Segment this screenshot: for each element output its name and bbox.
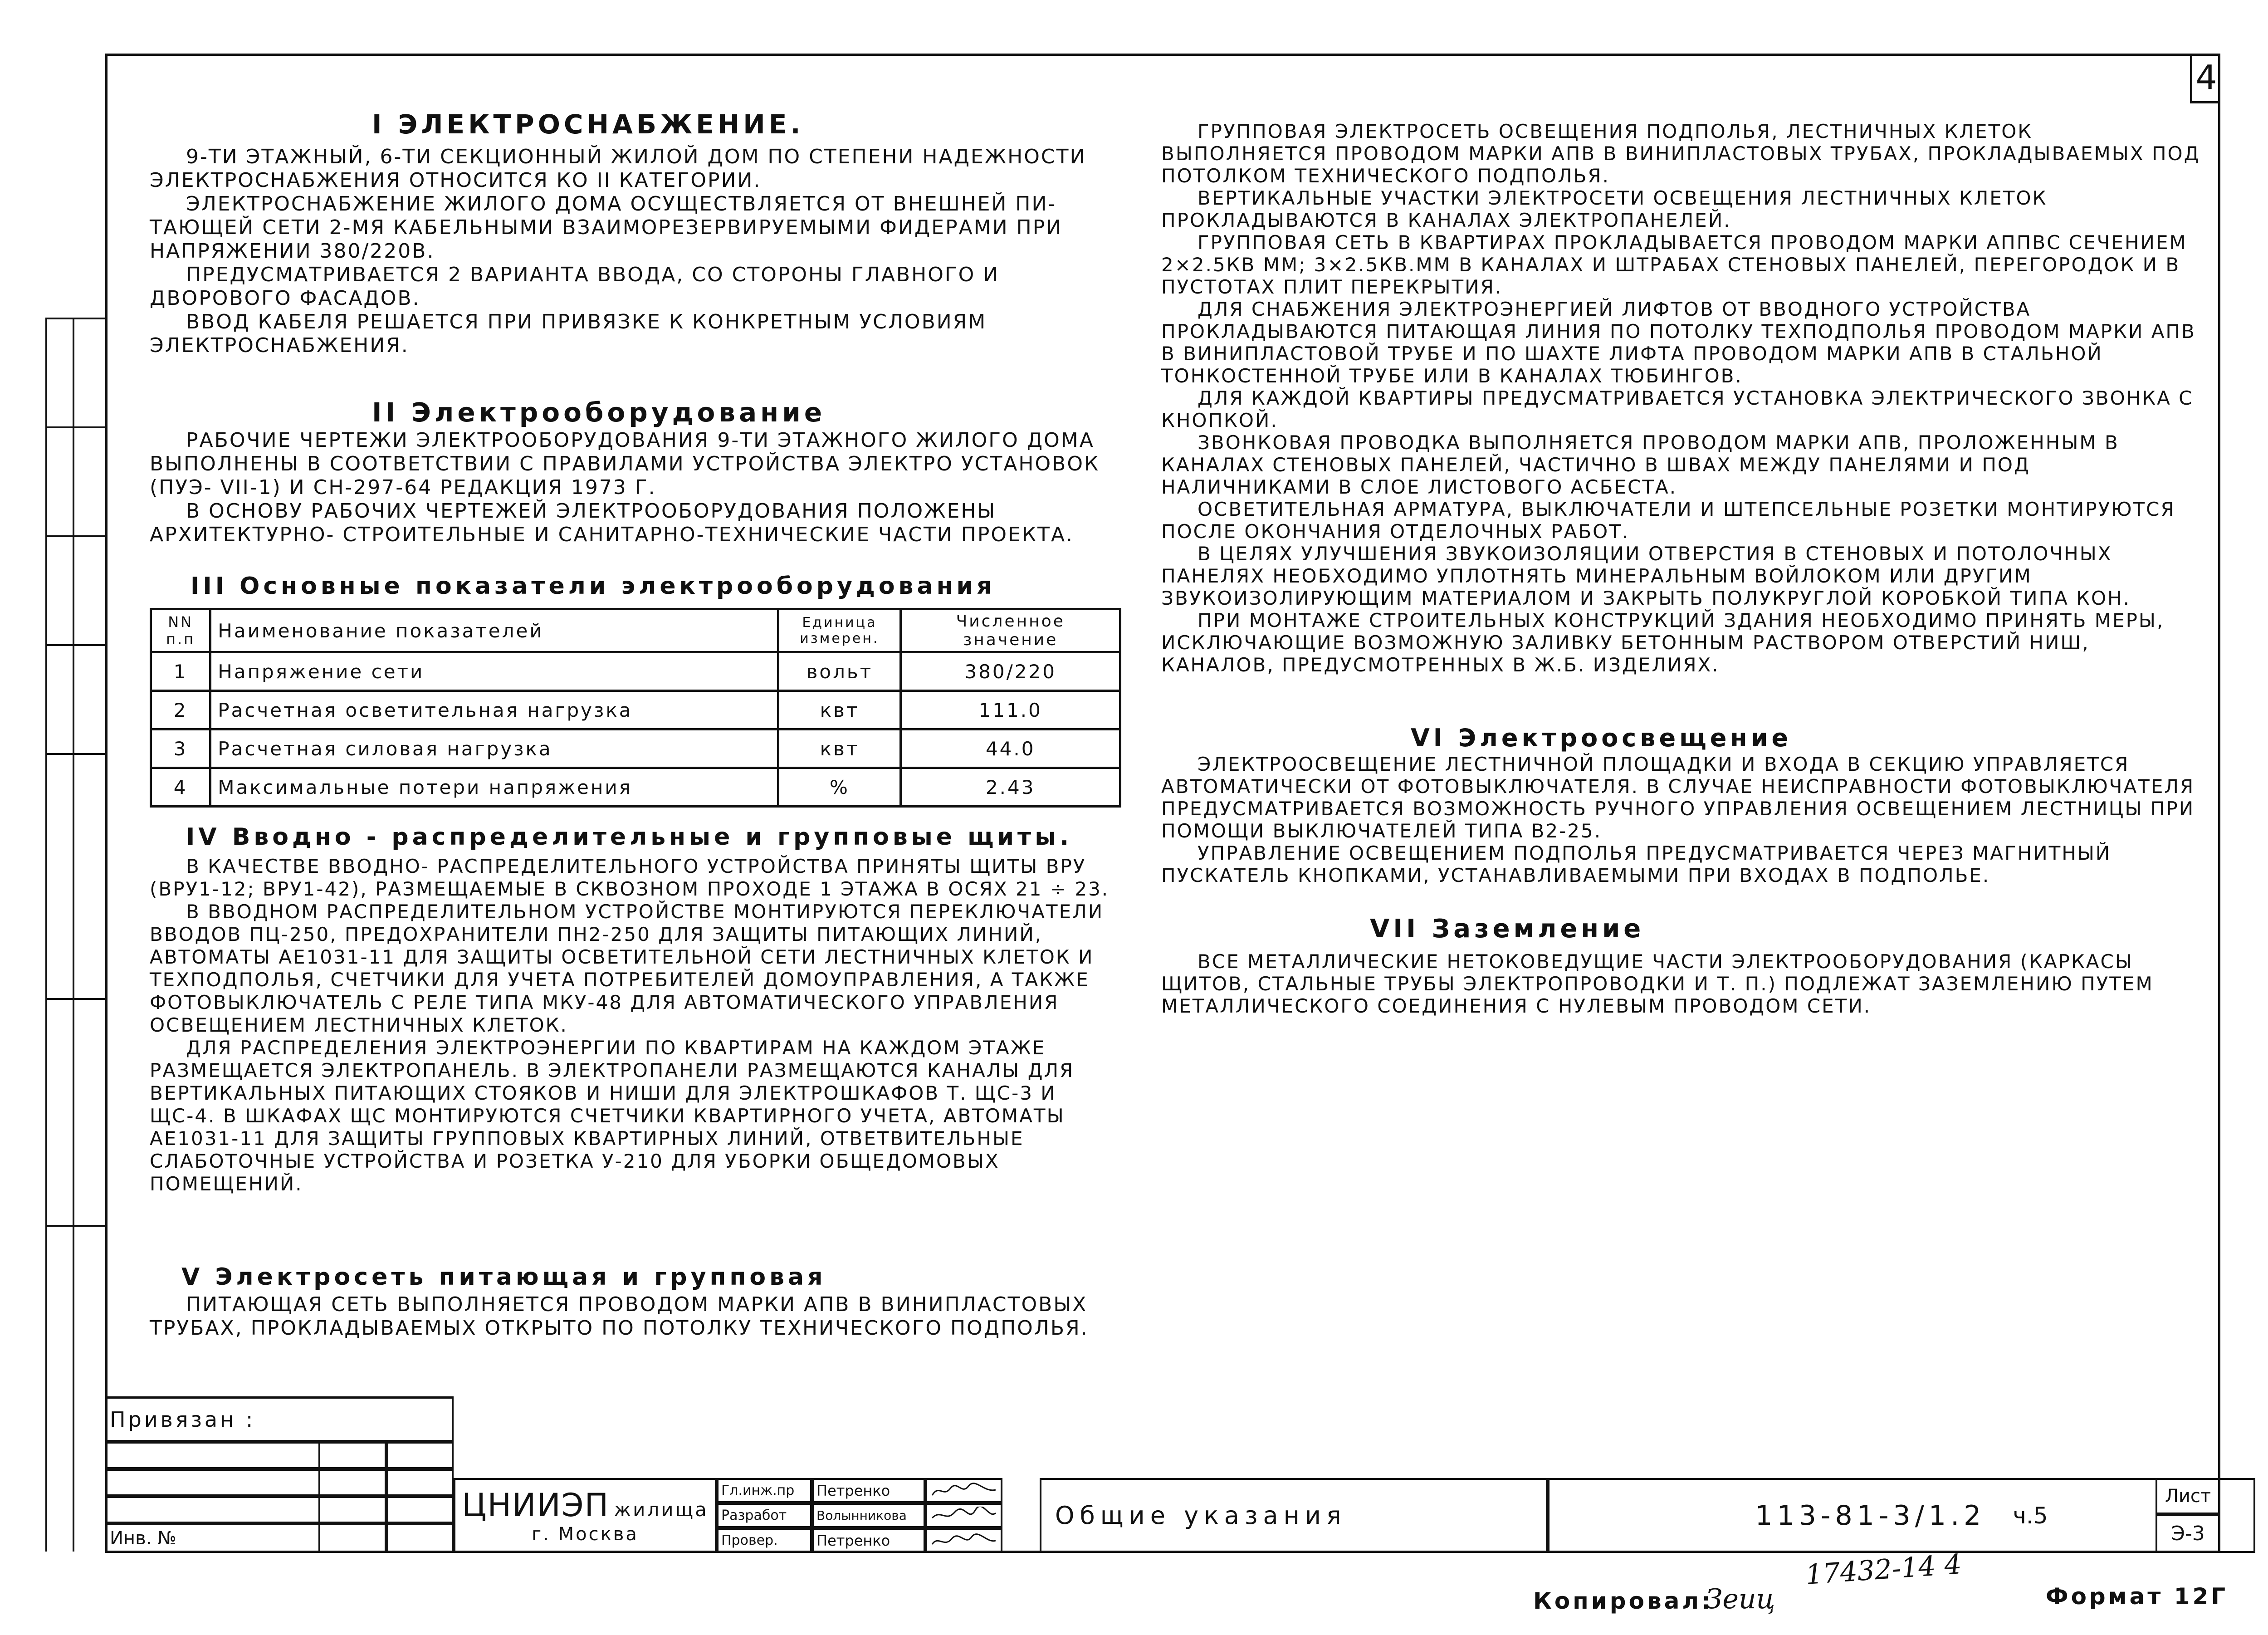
paragraph: В КАЧЕСТВЕ ВВОДНО- РАСПРЕДЕЛИТЕЛЬНОГО УСТРОЙСТВА ПРИНЯТЫ ЩИТЫ ВРУ (ВРУ1-12; ВРУ1-42), РАЗМЕЩАЕМЫЕ В СКВОЗНОМ ПРОХОДЕ 1 ЭТАЖА В ОСЯХ 21 ÷ 23.: [150, 855, 1110, 900]
org-line: [462, 1487, 709, 1524]
sheet-label: Лист: [2156, 1478, 2220, 1514]
cell-name: Напряжение сети: [210, 652, 778, 691]
section1-text: [150, 145, 1129, 357]
sidebar-border: [45, 318, 47, 1552]
sidebar-rule: [45, 998, 105, 1000]
org-suffix: жилища: [614, 1498, 709, 1521]
col-header-name: Наименование показателей: [210, 609, 778, 652]
cell-value: 111.0: [901, 691, 1120, 729]
paragraph: ДЛЯ СНАБЖЕНИЯ ЭЛЕКТРОЭНЕРГИЕЙ ЛИФТОВ ОТ ВВОДНОГО УСТРОЙСТВА ПРОКЛАДЫВАЮТСЯ ПИТАЮЩАЯ ЛИНИЯ ПО ПОТОЛКУ ТЕХПОДПОЛЬЯ ПРОВОДОМ МАРКИ АПВ В ВИНИПЛАСТОВОЙ ТРУБЕ И ПО ШАХТЕ ЛИФТА ПРОВОДОМ МАРКИ АПВ В СТАЛЬНОЙ ТОНКОСТЕННОЙ ТРУБЕ ИЛИ В КАНАЛАХ ТЮБИНГОВ.: [1161, 298, 2196, 387]
section7-heading: VII Заземление: [1370, 914, 1645, 944]
cell-name: Максимальные потери напряжения: [210, 768, 778, 807]
copied-signature: Зеиц: [1706, 1583, 1775, 1615]
format-label: Формат 12Г: [2046, 1583, 2229, 1610]
paragraph: ОСВЕТИТЕЛЬНАЯ АРМАТУРА, ВЫКЛЮЧАТЕЛИ И ШТЕПСЕЛЬНЫЕ РОЗЕТКИ МОНТИРУЮТСЯ ПОСЛЕ ОКОНЧАНИЯ ОТДЕЛОЧНЫХ РАБОТ.: [1161, 498, 2175, 543]
section7-text: [1161, 950, 2204, 1017]
section4-text: [150, 855, 1129, 1195]
paragraph: ВВОД КАБЕЛЯ РЕШАЕТСЯ ПРИ ПРИВЯЗКЕ К КОНКРЕТНЫМ УСЛОВИЯМ ЭЛЕКТРОСНАБЖЕНИЯ.: [150, 310, 987, 357]
section4-heading: IV Вводно - распределительные и групповые щиты.: [186, 823, 1072, 851]
role-developer: Разработ: [717, 1503, 812, 1528]
section1-heading: I ЭЛЕКТРОСНАБЖЕНИЕ.: [372, 109, 804, 140]
signature-icon: [930, 1507, 998, 1525]
sidebar-rule: [45, 318, 105, 319]
document-title: Общие указания: [1040, 1478, 1548, 1553]
sidebar-divider: [73, 318, 74, 1552]
organization-cell: [454, 1478, 717, 1553]
document-code-cell: [1548, 1478, 2255, 1553]
section6-text: [1161, 753, 2204, 886]
indicators-table: [150, 608, 1121, 808]
role-chief-engineer: Гл.инж.пр: [717, 1478, 812, 1503]
copied-label: Копировал:: [1533, 1588, 1713, 1614]
paragraph: ДЛЯ РАСПРЕДЕЛЕНИЯ ЭЛЕКТРОЭНЕРГИИ ПО КВАРТИРАМ НА КАЖДОМ ЭТАЖЕ РАЗМЕЩАЕТСЯ ЭЛЕКТРОПАНЕЛЬ. В ЭЛЕКТРОПАНЕЛИ РАЗМЕЩАЮТСЯ КАНАЛЫ ДЛЯ ВЕРТИКАЛЬНЫХ ПИТАЮЩИХ СТОЯКОВ И НИШИ ДЛЯ ЭЛЕКТРОШКАФОВ Т. ЩС-3 И ЩС-4. В ШКАФАХ ЩС МОНТИРУЮТСЯ СЧЕТЧИКИ КВАРТИРНОГО УЧЕТА, АВТОМАТЫ АЕ1031-11 ДЛЯ ЗАЩИТЫ ГРУППОВЫХ КВАРТИРНЫХ ЛИНИЙ, ОТВЕТВИТЕЛЬНЫЕ СЛАБОТОЧНЫЕ УСТРОЙСТВА И РОЗЕТКА У-210 ДЛЯ УБОРКИ ОБЩЕДОМОВЫХ ПОМЕЩЕНИЙ.: [150, 1037, 1075, 1195]
paragraph: ВЕРТИКАЛЬНЫЕ УЧАСТКИ ЭЛЕКТРОСЕТИ ОСВЕЩЕНИЯ ЛЕСТНИЧНЫХ КЛЕТОК ПРОКЛАДЫВАЮТСЯ В КАНАЛАХ ЭЛЕКТРОПАНЕЛЕЙ.: [1161, 187, 2048, 231]
paragraph: ГРУППОВАЯ СЕТЬ В КВАРТИРАХ ПРОКЛАДЫВАЕТСЯ ПРОВОДОМ МАРКИ АППВС СЕЧЕНИЕМ 2×2.5КВ ММ; 3×2.5КВ.ММ В КАНАЛАХ И ШТРАБАХ СТЕНОВЫХ ПАНЕЛЕЙ, ПЕРЕГОРОДОК И В ПУСТОТАХ ПЛИТ ПЕРЕКРЫТИЯ.: [1161, 231, 2187, 298]
col-header-number: NN п.п: [151, 609, 210, 652]
col-header-unit: Единица измерен.: [778, 609, 901, 652]
cell-unit: вольт: [778, 652, 901, 691]
sidebar-rule: [45, 644, 105, 646]
signature-icon: [930, 1482, 998, 1500]
signature-icon: [930, 1532, 998, 1550]
cell-number: 2: [151, 691, 210, 729]
table-row: [151, 729, 1120, 768]
paragraph: ГРУППОВАЯ ЭЛЕКТРОСЕТЬ ОСВЕЩЕНИЯ ПОДПОЛЬЯ, ЛЕСТНИЧНЫХ КЛЕТОК ВЫПОЛНЯЕТСЯ ПРОВОДОМ МАРКИ АПВ В ВИНИПЛАСТОВЫХ ТРУБАХ, ПРОКЛАДЫВАЕМЫХ ПОД ПОТОЛКОМ ТЕХНИЧЕСКОГО ПОДПОЛЬЯ.: [1161, 120, 2200, 187]
paragraph: РАБОЧИЕ ЧЕРТЕЖИ ЭЛЕКТРООБОРУДОВАНИЯ 9-ТИ ЭТАЖНОГО ЖИЛОГО ДОМА ВЫПОЛНЕНЫ В СООТВЕТСТВИИ С ПРАВИЛАМИ УСТРОЙСТВА ЭЛЕКТРО УСТАНОВОК (ПУЭ- VII-1) И СН-297-64 РЕДАКЦИЯ 1973 Г.: [150, 429, 1100, 499]
org-name: ЦНИИЭП: [462, 1486, 610, 1524]
paragraph: В ВВОДНОМ РАСПРЕДЕЛИТЕЛЬНОМ УСТРОЙСТВЕ МОНТИРУЮТСЯ ПЕРЕКЛЮЧАТЕЛИ ВВОДОВ ПЦ-250, ПРЕДОХРАНИТЕЛИ ПН2-250 ДЛЯ ЗАЩИТЫ ПИТАЮЩИХ ЛИНИЙ, АВТОМАТЫ АЕ1031-11 ДЛЯ ЗАЩИТЫ ОСВЕТИТЕЛЬНОЙ СЕТИ ЛЕСТНИЧНЫХ КЛЕТОК И ТЕХПОДПОЛЬЯ, СЧЕТЧИКИ ДЛЯ УЧЕТА ПОТРЕБИТЕЛЕЙ ДОМОУПРАВЛЕНИЯ, А ТАКЖЕ ФОТОВЫКЛЮЧАТЕЛЬ С РЕЛЕ ТИПА МКУ-48 ДЛЯ АВТОМАТИЧЕСКОГО УПРАВЛЕНИЯ ОСВЕЩЕНИЕМ ЛЕСТНИЧНЫХ КЛЕТОК.: [150, 901, 1104, 1036]
section6-heading: VI Электроосвещение: [1411, 724, 1792, 752]
paragraph: ПРЕДУСМАТРИВАЕТСЯ 2 ВАРИАНТА ВВОДА, СО СТОРОНЫ ГЛАВНОГО И ДВОРОВОГО ФАСАДОВ.: [150, 263, 1000, 310]
cell-value: 44.0: [901, 729, 1120, 768]
page-number: 4: [2190, 54, 2220, 103]
cell-name: Расчетная силовая нагрузка: [210, 729, 778, 768]
signature-cell: [925, 1478, 1002, 1503]
sheet-value: Э-3: [2156, 1514, 2220, 1553]
signature-cell: [925, 1528, 1002, 1553]
sidebar-rule: [45, 1225, 105, 1227]
document-code: 113-81-3/1.2: [1755, 1499, 1986, 1532]
table-row: [151, 768, 1120, 807]
cell-value: 380/220: [901, 652, 1120, 691]
cell-number: 1: [151, 652, 210, 691]
paragraph: ЭЛЕКТРООСВЕЩЕНИЕ ЛЕСТНИЧНОЙ ПЛОЩАДКИ И ВХОДА В СЕКЦИЮ УПРАВЛЯЕТСЯ АВТОМАТИЧЕСКИ ОТ ФОТОВЫКЛЮЧАТЕЛЯ. В СЛУЧАЕ НЕИСПРАВНОСТИ ФОТОВЫКЛЮЧАТЕЛЯ ПРЕДУСМАТРИВАЕТСЯ ВОЗМОЖНОСТЬ РУЧНОГО УПРАВЛЕНИЯ ОСВЕЩЕНИЕМ ЛЕСТНИЦЫ ПРИ ПОМОЩИ ВЫКЛЮЧАТЕЛЕЙ ТИПА В2-25.: [1161, 753, 2195, 842]
inv-label: Инв. №: [105, 1523, 454, 1553]
table-row: [151, 652, 1120, 691]
sidebar-rule: [45, 426, 105, 428]
signature-cell: [925, 1503, 1002, 1528]
section5-heading: V Электросеть питающая и групповая: [181, 1263, 826, 1291]
sidebar-rule: [45, 535, 105, 537]
right-column-text: [1161, 120, 2204, 676]
table-row: [151, 691, 1120, 729]
privyazan-label: Привязан :: [105, 1396, 454, 1442]
sidebar-rule: [45, 753, 105, 755]
stamp-empty-cell: [386, 1442, 454, 1553]
section3-heading: III Основные показатели электрооборудования: [191, 573, 996, 600]
paragraph: В ЦЕЛЯХ УЛУЧШЕНИЯ ЗВУКОИЗОЛЯЦИИ ОТВЕРСТИЯ В СТЕНОВЫХ И ПОТОЛОЧНЫХ ПАНЕЛЯХ НЕОБХОДИМО УПЛОТНЯТЬ МИНЕРАЛЬНЫМ ВОЙЛОКОМ ИЛИ ДРУГИМ ЗВУКОИЗОЛИРУЮЩИМ МАТЕРИАЛОМ И ЗАКРЫТЬ ПОЛУКРУГЛОЙ КОРОБКОЙ ТИПА КОН.: [1161, 543, 2131, 609]
org-city: г. Москва: [532, 1523, 639, 1545]
cell-unit: квт: [778, 691, 901, 729]
section2-text: [150, 429, 1129, 547]
binding-sidebar: [45, 318, 105, 1552]
paragraph: УПРАВЛЕНИЕ ОСВЕЩЕНИЕМ ПОДПОЛЬЯ ПРЕДУСМАТРИВАЕТСЯ ЧЕРЕЗ МАГНИТНЫЙ ПУСКАТЕЛЬ КНОПКАМИ, УСТАНАВЛИВАЕМЫМИ ПРИ ВХОДАХ В ПОДПОЛЬЕ.: [1161, 842, 2112, 886]
paragraph: ЭЛЕКТРОСНАБЖЕНИЕ ЖИЛОГО ДОМА ОСУЩЕСТВЛЯЕТСЯ ОТ ВНЕШНЕЙ ПИТАЮЩЕЙ СЕТИ 2-МЯ КАБЕЛЬНЫМИ ВЗАИМОРЕЗЕРВИРУЕМЫМИ ФИДЕРАМИ ПРИ НАПРЯЖЕНИИ 380/220В.: [150, 192, 1063, 263]
paragraph: ДЛЯ КАЖДОЙ КВАРТИРЫ ПРЕДУСМАТРИВАЕТСЯ УСТАНОВКА ЭЛЕКТРИЧЕСКОГО ЗВОНКА С КНОПКОЙ.: [1161, 387, 2194, 431]
title-block: [105, 1396, 2220, 1553]
name-checker: Петренко: [812, 1528, 925, 1553]
cell-value: 2.43: [901, 768, 1120, 807]
paragraph: ЗВОНКОВАЯ ПРОВОДКА ВЫПОЛНЯЕТСЯ ПРОВОДОМ МАРКИ АПВ, ПРОЛОЖЕННЫМ В КАНАЛАХ СТЕНОВЫХ ПАНЕЛЕЙ, ЧАСТИЧНО В ШВАХ МЕЖДУ ПАНЕЛЯМИ И ПОД НАЛИЧНИКАМИ В СЛОЕ ЛИСТОВОГО АСБЕСТА.: [1161, 431, 2119, 498]
cell-number: 3: [151, 729, 210, 768]
stamp-empty-cell: [318, 1442, 386, 1553]
cell-number: 4: [151, 768, 210, 807]
paragraph: ПРИ МОНТАЖЕ СТРОИТЕЛЬНЫХ КОНСТРУКЦИЙ ЗДАНИЯ НЕОБХОДИМО ПРИНЯТЬ МЕРЫ, ИСКЛЮЧАЮЩИЕ ВОЗМОЖНУЮ ЗАЛИВКУ БЕТОННЫМ РАСТВОРОМ ОТВЕРСТИЙ НИШ, КАНАЛОВ, ПРЕДУСМОТРЕННЫХ В Ж.Б. ИЗДЕЛИЯХ.: [1161, 609, 2165, 676]
cell-unit: %: [778, 768, 901, 807]
paragraph: ПИТАЮЩАЯ СЕТЬ ВЫПОЛНЯЕТСЯ ПРОВОДОМ МАРКИ АПВ В ВИНИПЛАСТОВЫХ ТРУБАХ, ПРОКЛАДЫВАЕМЫХ ОТКРЫТО ПО ПОТОЛКУ ТЕХНИЧЕСКОГО ПОДПОЛЬЯ.: [150, 1293, 1089, 1340]
name-chief-engineer: Петренко: [812, 1478, 925, 1503]
section2-heading: II Электрооборудование: [372, 397, 826, 428]
table-header-row: [151, 609, 1120, 652]
col-header-value: Численное значение: [901, 609, 1120, 652]
cell-name: Расчетная осветительная нагрузка: [210, 691, 778, 729]
order-number: 17432-14 4: [1804, 1548, 1963, 1591]
document-part: ч.5: [2013, 1502, 2048, 1529]
section5-text: [150, 1293, 1129, 1340]
paragraph: В ОСНОВУ РАБОЧИХ ЧЕРТЕЖЕЙ ЭЛЕКТРООБОРУДОВАНИЯ ПОЛОЖЕНЫ АРХИТЕКТУРНО- СТРОИТЕЛЬНЫЕ И САНИТАРНО-ТЕХНИЧЕСКИЕ ЧАСТИ ПРОЕКТА.: [150, 499, 1074, 546]
paragraph: 9-ТИ ЭТАЖНЫЙ, 6-ТИ СЕКЦИОННЫЙ ЖИЛОЙ ДОМ ПО СТЕПЕНИ НАДЕЖНОСТИ ЭЛЕКТРОСНАБЖЕНИЯ ОТНОСИТСЯ КО II КАТЕГОРИИ.: [150, 145, 1086, 192]
cell-unit: квт: [778, 729, 901, 768]
paragraph: ВСЕ МЕТАЛЛИЧЕСКИЕ НЕТОКОВЕДУЩИЕ ЧАСТИ ЭЛЕКТРООБОРУДОВАНИЯ (КАРКАСЫ ЩИТОВ, СТАЛЬНЫЕ ТРУБЫ ЭЛЕКТРОПРОВОДКИ И Т. П.) ПОДЛЕЖАТ ЗАЗЕМЛЕНИЮ ПУТЕМ МЕТАЛЛИЧЕСКОГО СОЕДИНЕНИЯ С НУЛЕВЫМ ПРОВОДОМ СЕТИ.: [1161, 950, 2154, 1017]
role-checker: Провер.: [717, 1528, 812, 1553]
name-developer: Волынникова: [812, 1503, 925, 1528]
